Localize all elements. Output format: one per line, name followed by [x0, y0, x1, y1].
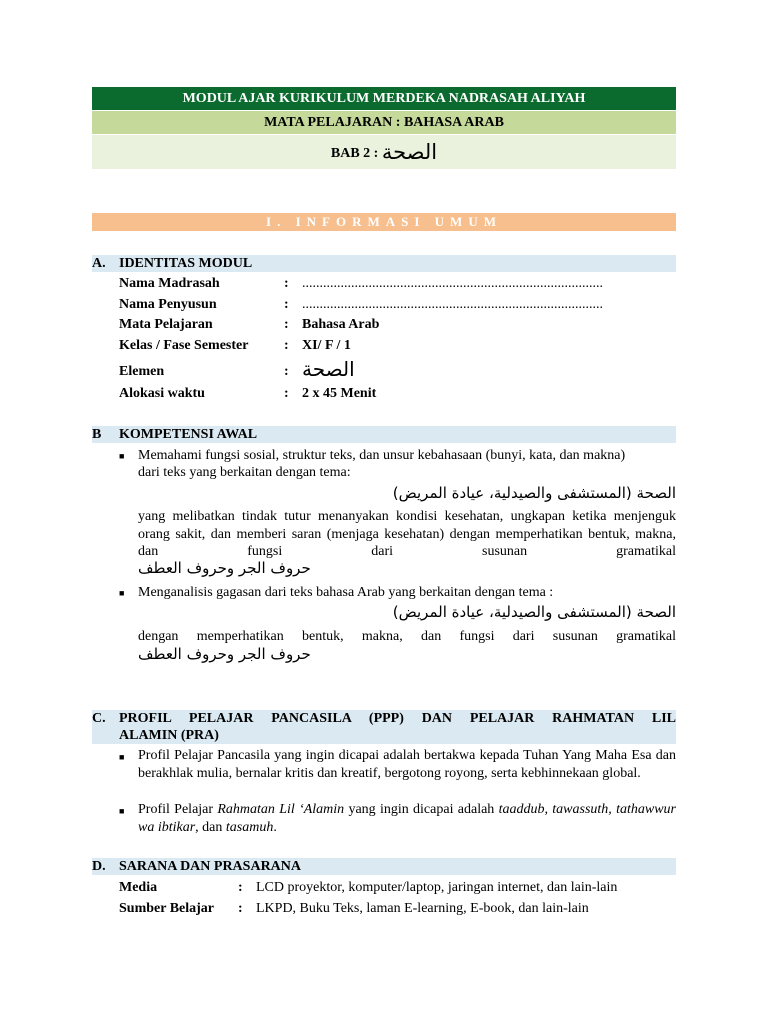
chapter-prefix: BAB 2 : — [330, 146, 382, 161]
bullet-icon: ■ — [119, 806, 125, 816]
identity-value: ...................................................................................... — [302, 276, 603, 291]
section-b-header — [92, 426, 676, 443]
identity-value: XI/ F / 1 — [302, 338, 351, 353]
info-section-bar: I. INFORMASI UMUM — [92, 213, 676, 231]
c-bullet2-italic: Rahmatan Lil ‘Alamin — [217, 802, 345, 817]
section-c-title-line1: PROFIL PELAJAR PANCASILA (PPP) DAN PELAJAR RAHMATAN LIL — [119, 711, 676, 726]
bullet-icon: ■ — [119, 451, 125, 461]
c-bullet2-text: yang ingin dicapai adalah — [344, 802, 499, 817]
section-a-title: IDENTITAS MODUL — [119, 256, 253, 271]
identity-value: Bahasa Arab — [302, 317, 380, 332]
c-bullet2 — [138, 801, 676, 836]
b-bullet2-body: dengan memperhatikan bentuk, makna, dan fungsi dari susunan gramatikal — [138, 629, 676, 644]
section-b-title: KOMPETENSI AWAL — [119, 427, 258, 442]
section-d-title: SARANA DAN PRASARANA — [119, 859, 302, 874]
b-bullet1-arabic2: حروف الجر وحروف العطف — [138, 559, 311, 577]
c-bullet1: Profil Pelajar Pancasila yang ingin dicapai adalah bertakwa kepada Tuhan Yang Maha Esa dan berakhlak mulia, bernalar kritis dan kreatif, bergotong royong, serta kebhinnekaan global. — [138, 748, 676, 781]
facility-colon: : — [238, 880, 243, 895]
identity-key: Nama Penyusun — [119, 297, 217, 312]
facility-key: Sumber Belajar — [119, 901, 215, 916]
identity-value-arabic: الصحة — [302, 357, 355, 381]
c-bullet2-italic: taaddub, tawassuth, — [498, 802, 612, 817]
identity-key: Kelas / Fase Semester — [119, 338, 249, 353]
identity-colon: : — [284, 338, 289, 353]
b-bullet1-line2: dari teks yang berkaitan dengan tema: — [138, 465, 351, 480]
b-bullet1-arabic: الصحة (المستشفى والصيدلية، عيادة المريض) — [392, 484, 676, 502]
section-d-header — [92, 858, 676, 875]
b-bullet1-body: yang melibatkan tindak tutur menanyakan kondisi kesehatan, ungkapan ketika menjenguk orang sakit, dan memberi saran (menjaga kesehatan) dengan memperhatikan bentuk, makna, dan fungsi dari susunan gramatikal — [138, 509, 676, 559]
c-bullet2-text: Profil Pelajar — [138, 802, 218, 817]
identity-key: Elemen — [119, 364, 165, 379]
identity-key: Alokasi waktu — [119, 386, 205, 401]
section-d-label: D. — [92, 859, 106, 874]
c-bullet2-text: , dan — [195, 819, 226, 835]
identity-value: ...................................................................................... — [302, 297, 603, 312]
b-bullet2-arabic: الصحة (المستشفى والصيدلية، عيادة المريض) — [392, 603, 676, 621]
b-bullet2-arabic2: حروف الجر وحروف العطف — [138, 645, 311, 663]
c-bullet2-text: . — [273, 819, 277, 835]
identity-colon: : — [284, 364, 289, 379]
subject-title: MATA PELAJARAN : BAHASA ARAB — [92, 111, 676, 134]
c-bullet2-italic: tathawwur wa ibtikar — [138, 802, 676, 835]
identity-colon: : — [284, 276, 289, 291]
identity-key: Nama Madrasah — [119, 276, 220, 291]
identity-colon: : — [284, 297, 289, 312]
chapter-arabic: الصحة — [381, 140, 438, 164]
bullet-icon: ■ — [119, 752, 125, 762]
identity-value: 2 x 45 Menit — [302, 386, 377, 401]
facility-value: LCD proyektor, komputer/laptop, jaringan internet, dan lain-lain — [256, 880, 618, 895]
section-b-label: B — [92, 427, 102, 442]
section-c-label: C. — [92, 711, 106, 726]
b-bullet2-line1: Menganalisis gagasan dari teks bahasa Arab yang berkaitan dengan tema : — [138, 585, 554, 600]
identity-colon: : — [284, 386, 289, 401]
section-c-title-line2: ALAMIN (PRA) — [119, 728, 219, 743]
facility-key: Media — [119, 880, 158, 895]
facility-colon: : — [238, 901, 243, 916]
identity-colon: : — [284, 317, 289, 332]
section-c-header — [92, 710, 676, 744]
b-bullet1-line1: Memahami fungsi sosial, struktur teks, dan unsur kebahasaan (bunyi, kata, dan makna) — [138, 448, 626, 463]
chapter-title — [92, 135, 676, 169]
bullet-icon: ■ — [119, 588, 125, 598]
section-a-label: A. — [92, 256, 106, 271]
facility-value: LKPD, Buku Teks, laman E-learning, E-book, dan lain-lain — [256, 901, 589, 916]
module-title: MODUL AJAR KURIKULUM MERDEKA NADRASAH ALIYAH — [92, 87, 676, 110]
identity-key: Mata Pelajaran — [119, 317, 213, 332]
c-bullet2-italic: tasamuh — [225, 819, 274, 835]
section-a-header — [92, 255, 676, 272]
